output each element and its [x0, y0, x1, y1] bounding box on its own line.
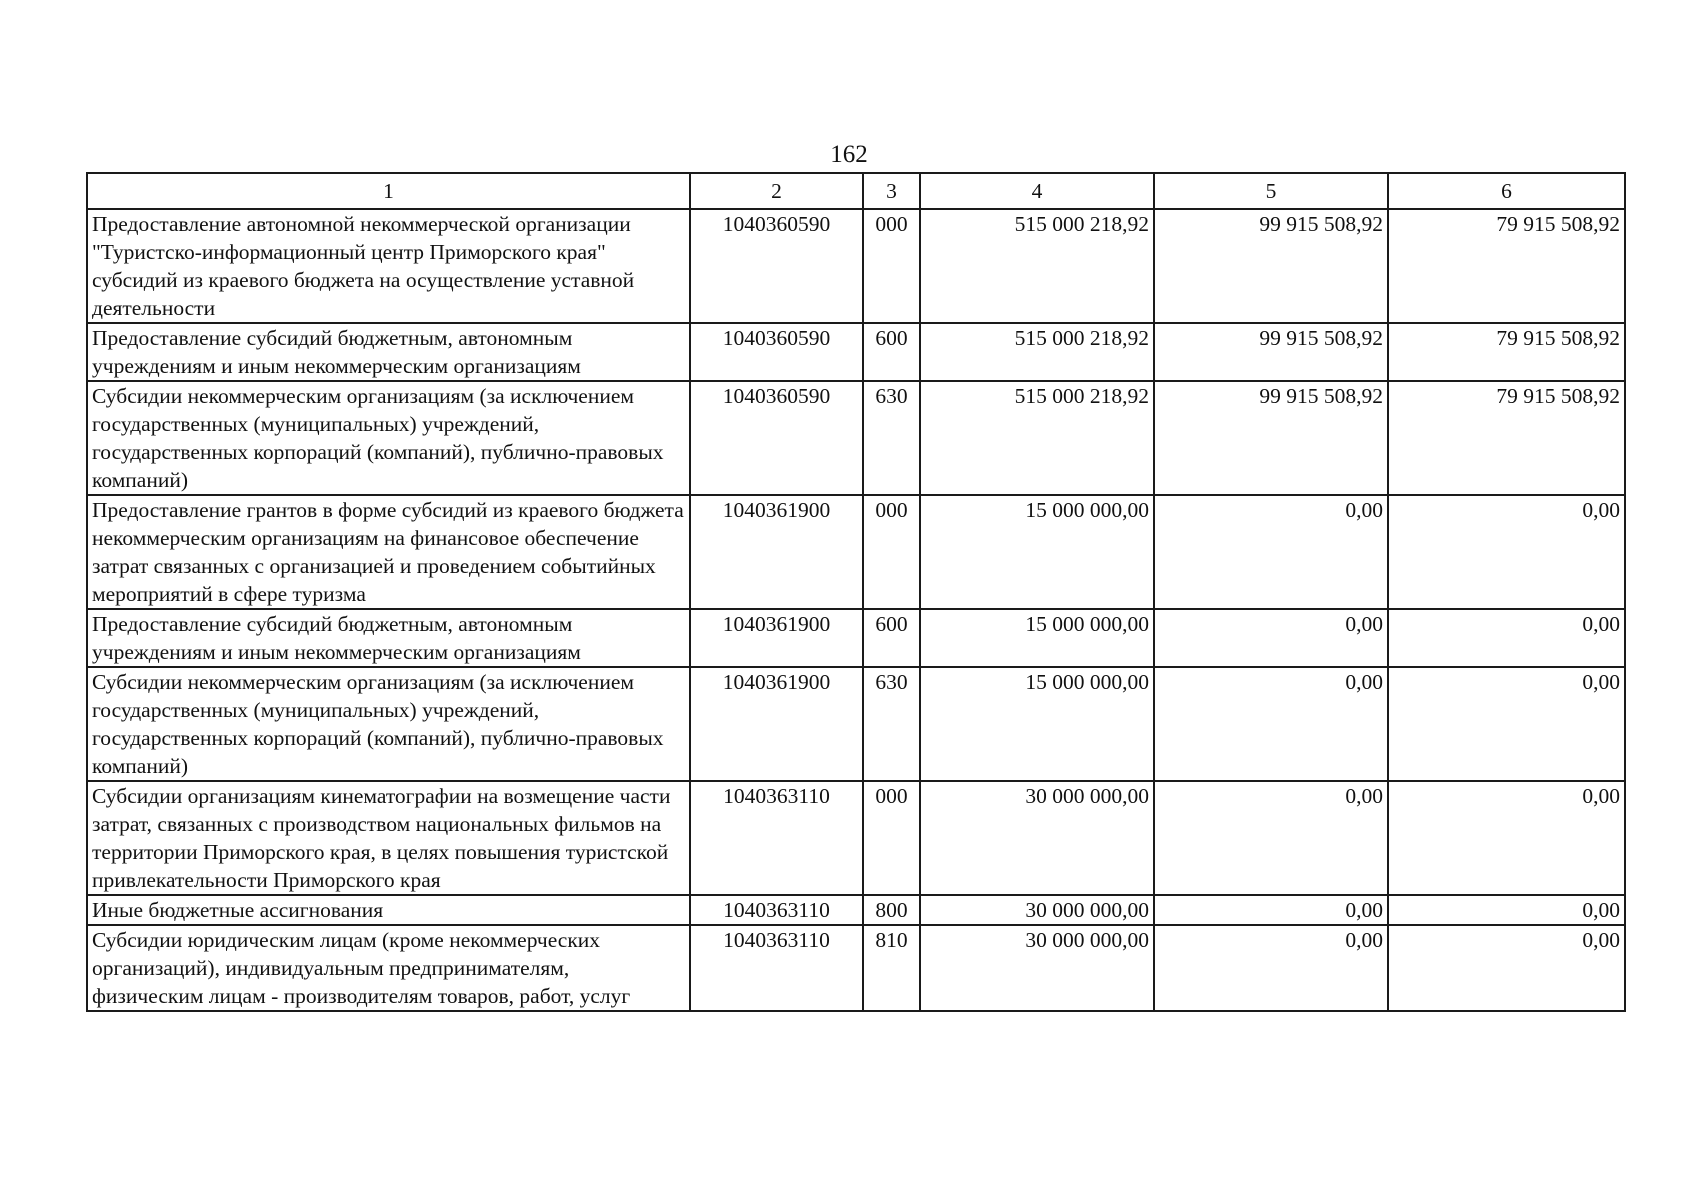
- row-amount-col5: 0,00: [1154, 495, 1388, 609]
- row-target-code: 1040360590: [690, 209, 863, 323]
- row-name: Предоставление субсидий бюджетным, автономным учреждениям и иным некоммерческим организациям: [87, 323, 690, 381]
- row-target-code: 1040361900: [690, 609, 863, 667]
- table-row: [87, 381, 1625, 495]
- row-amount-col5: 0,00: [1154, 667, 1388, 781]
- row-amount-col6: 0,00: [1388, 925, 1625, 1011]
- row-amount-col4: 30 000 000,00: [920, 925, 1154, 1011]
- row-name: Предоставление автономной некоммерческой организации "Туристско-информационный центр Приморского края" субсидий из краевого бюджета на осуществление уставной деятельности: [87, 209, 690, 323]
- row-amount-col6: 0,00: [1388, 609, 1625, 667]
- page-number: 162: [830, 141, 868, 168]
- row-amount-col6: 0,00: [1388, 495, 1625, 609]
- row-expense-type: 630: [863, 381, 920, 495]
- row-amount-col5: 0,00: [1154, 895, 1388, 925]
- row-name: Субсидии некоммерческим организациям (за исключением государственных (муниципальных) учреждений, государственных корпораций (компаний), публично-правовых компаний): [87, 381, 690, 495]
- column-header-5: 5: [1154, 173, 1388, 209]
- row-amount-col6: 0,00: [1388, 895, 1625, 925]
- column-header-2: 2: [690, 173, 863, 209]
- row-amount-col4: 15 000 000,00: [920, 609, 1154, 667]
- row-name: Субсидии организациям кинематографии на возмещение части затрат, связанных с производством национальных фильмов на территории Приморского края, в целях повышения туристской привлекательности Приморского края: [87, 781, 690, 895]
- table-row: [87, 895, 1625, 925]
- row-name: Предоставление субсидий бюджетным, автономным учреждениям и иным некоммерческим организациям: [87, 609, 690, 667]
- table-row: [87, 609, 1625, 667]
- row-amount-col5: 0,00: [1154, 781, 1388, 895]
- row-expense-type: 630: [863, 667, 920, 781]
- row-amount-col4: 515 000 218,92: [920, 381, 1154, 495]
- row-name: Иные бюджетные ассигнования: [87, 895, 690, 925]
- row-target-code: 1040363110: [690, 895, 863, 925]
- row-amount-col5: 99 915 508,92: [1154, 323, 1388, 381]
- row-target-code: 1040361900: [690, 495, 863, 609]
- row-amount-col5: 0,00: [1154, 925, 1388, 1011]
- row-target-code: 1040363110: [690, 925, 863, 1011]
- row-expense-type: 000: [863, 781, 920, 895]
- table-row: [87, 323, 1625, 381]
- row-target-code: 1040360590: [690, 381, 863, 495]
- row-expense-type: 000: [863, 209, 920, 323]
- row-amount-col6: 79 915 508,92: [1388, 323, 1625, 381]
- row-amount-col5: 0,00: [1154, 609, 1388, 667]
- row-expense-type: 800: [863, 895, 920, 925]
- row-amount-col4: 30 000 000,00: [920, 895, 1154, 925]
- row-expense-type: 600: [863, 609, 920, 667]
- column-header-6: 6: [1388, 173, 1625, 209]
- row-amount-col5: 99 915 508,92: [1154, 381, 1388, 495]
- row-amount-col6: 79 915 508,92: [1388, 209, 1625, 323]
- row-expense-type: 810: [863, 925, 920, 1011]
- row-amount-col6: 0,00: [1388, 667, 1625, 781]
- row-target-code: 1040363110: [690, 781, 863, 895]
- row-target-code: 1040361900: [690, 667, 863, 781]
- table-row: [87, 209, 1625, 323]
- table-row: [87, 495, 1625, 609]
- row-expense-type: 600: [863, 323, 920, 381]
- row-amount-col4: 15 000 000,00: [920, 495, 1154, 609]
- row-amount-col4: 515 000 218,92: [920, 323, 1154, 381]
- row-amount-col4: 15 000 000,00: [920, 667, 1154, 781]
- row-name: Субсидии некоммерческим организациям (за исключением государственных (муниципальных) учреждений, государственных корпораций (компаний), публично-правовых компаний): [87, 667, 690, 781]
- table-row: [87, 667, 1625, 781]
- table-row: [87, 925, 1625, 1011]
- row-amount-col5: 99 915 508,92: [1154, 209, 1388, 323]
- row-amount-col6: 0,00: [1388, 781, 1625, 895]
- row-amount-col6: 79 915 508,92: [1388, 381, 1625, 495]
- table-row: [87, 781, 1625, 895]
- row-target-code: 1040360590: [690, 323, 863, 381]
- column-header-4: 4: [920, 173, 1154, 209]
- row-name: Субсидии юридическим лицам (кроме некоммерческих организаций), индивидуальным предпринимателям, физическим лицам - производителям товаров, работ, услуг: [87, 925, 690, 1011]
- row-amount-col4: 515 000 218,92: [920, 209, 1154, 323]
- column-header-1: 1: [87, 173, 690, 209]
- row-expense-type: 000: [863, 495, 920, 609]
- row-amount-col4: 30 000 000,00: [920, 781, 1154, 895]
- column-header-3: 3: [863, 173, 920, 209]
- budget-table: [86, 172, 1626, 1012]
- row-name: Предоставление грантов в форме субсидий из краевого бюджета некоммерческим организациям на финансовое обеспечение затрат связанных с организацией и проведением событийных мероприятий в сфере туризма: [87, 495, 690, 609]
- table-header-row: [87, 173, 1625, 209]
